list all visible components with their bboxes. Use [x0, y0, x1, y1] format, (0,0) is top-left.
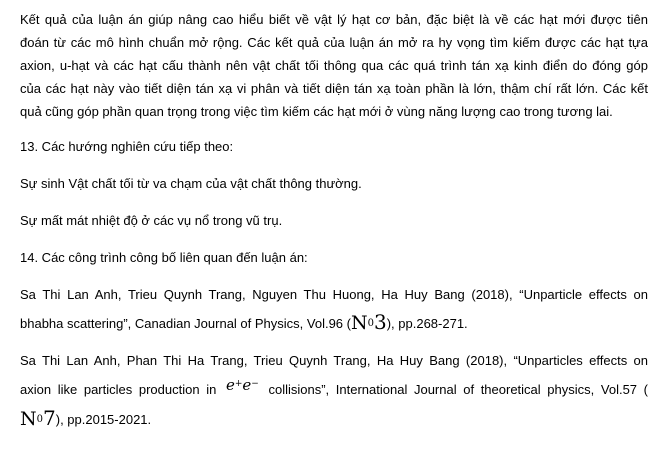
results-line-5: quả cũng góp phần quan trọng trong việc tìm kiếm các hạt mới ở vùng năng lượng cao trong tương lai.	[20, 104, 613, 119]
results-line-3: axion, u-hạt và các hạt cấu thành nên vật chất tối thông qua các quá trình tán xạ kinh điển do đóng góp	[20, 58, 648, 73]
publication-1-line-2: bhabha scattering”, Canadian Journal of Physics, Vol.96 $(N^03)$, pp.268-271.	[20, 310, 468, 334]
future-research-item-2: Sự mất mát nhiệt độ ở các vụ nổ trong vũ trụ.	[20, 213, 283, 228]
electron-positron-formula: e+e−	[225, 376, 259, 394]
document-page	[20, 8, 648, 433]
results-line-2: đoán từ các mô hình chuẩn mở rộng. Các kết quả của luận án mở ra hy vọng tìm kiếm được các hạt tựa	[20, 35, 648, 50]
publication-1-line-1: Sa Thi Lan Anh, Trieu Quynh Trang, Nguyen Thu Huong, Ha Huy Bang (2018), “Unparticle effects on	[20, 287, 648, 302]
issue-number-formula: $N^03$	[350, 310, 387, 334]
publication-2-line-2: axion like particles production in e+e− collisions”, International Journal of theoretical physics, Vol.57 (	[20, 376, 648, 397]
results-line-4: của các hạt này vào tiết diện tán xạ vi phân và tiết diện tán xạ toàn phần là lớn, thậm chí rất lớn. Các kết	[20, 81, 648, 96]
results-paragraph	[20, 8, 648, 123]
results-line-1: Kết quả của luận án giúp nâng cao hiểu biết về vật lý hạt cơ bản, đặc biệt là về các hạt mới được tiên	[20, 12, 648, 27]
issue-number-formula-2: $N^07$	[20, 406, 56, 430]
publication-1	[20, 283, 648, 337]
section-14-heading: 14. Các công trình công bố liên quan đến luận án:	[20, 250, 308, 265]
publication-2-line-1: Sa Thi Lan Anh, Phan Thi Ha Trang, Trieu Quynh Trang, Ha Huy Bang (2018), “Unparticles effects on	[20, 353, 648, 368]
publication-2-line-3: $N^07$), pp.2015-2021.	[20, 406, 152, 430]
future-research-item-1: Sự sinh Vật chất tối từ va chạm của vật chất thông thường.	[20, 176, 362, 191]
publication-2	[20, 349, 648, 433]
section-13-heading: 13. Các hướng nghiên cứu tiếp theo:	[20, 139, 234, 154]
